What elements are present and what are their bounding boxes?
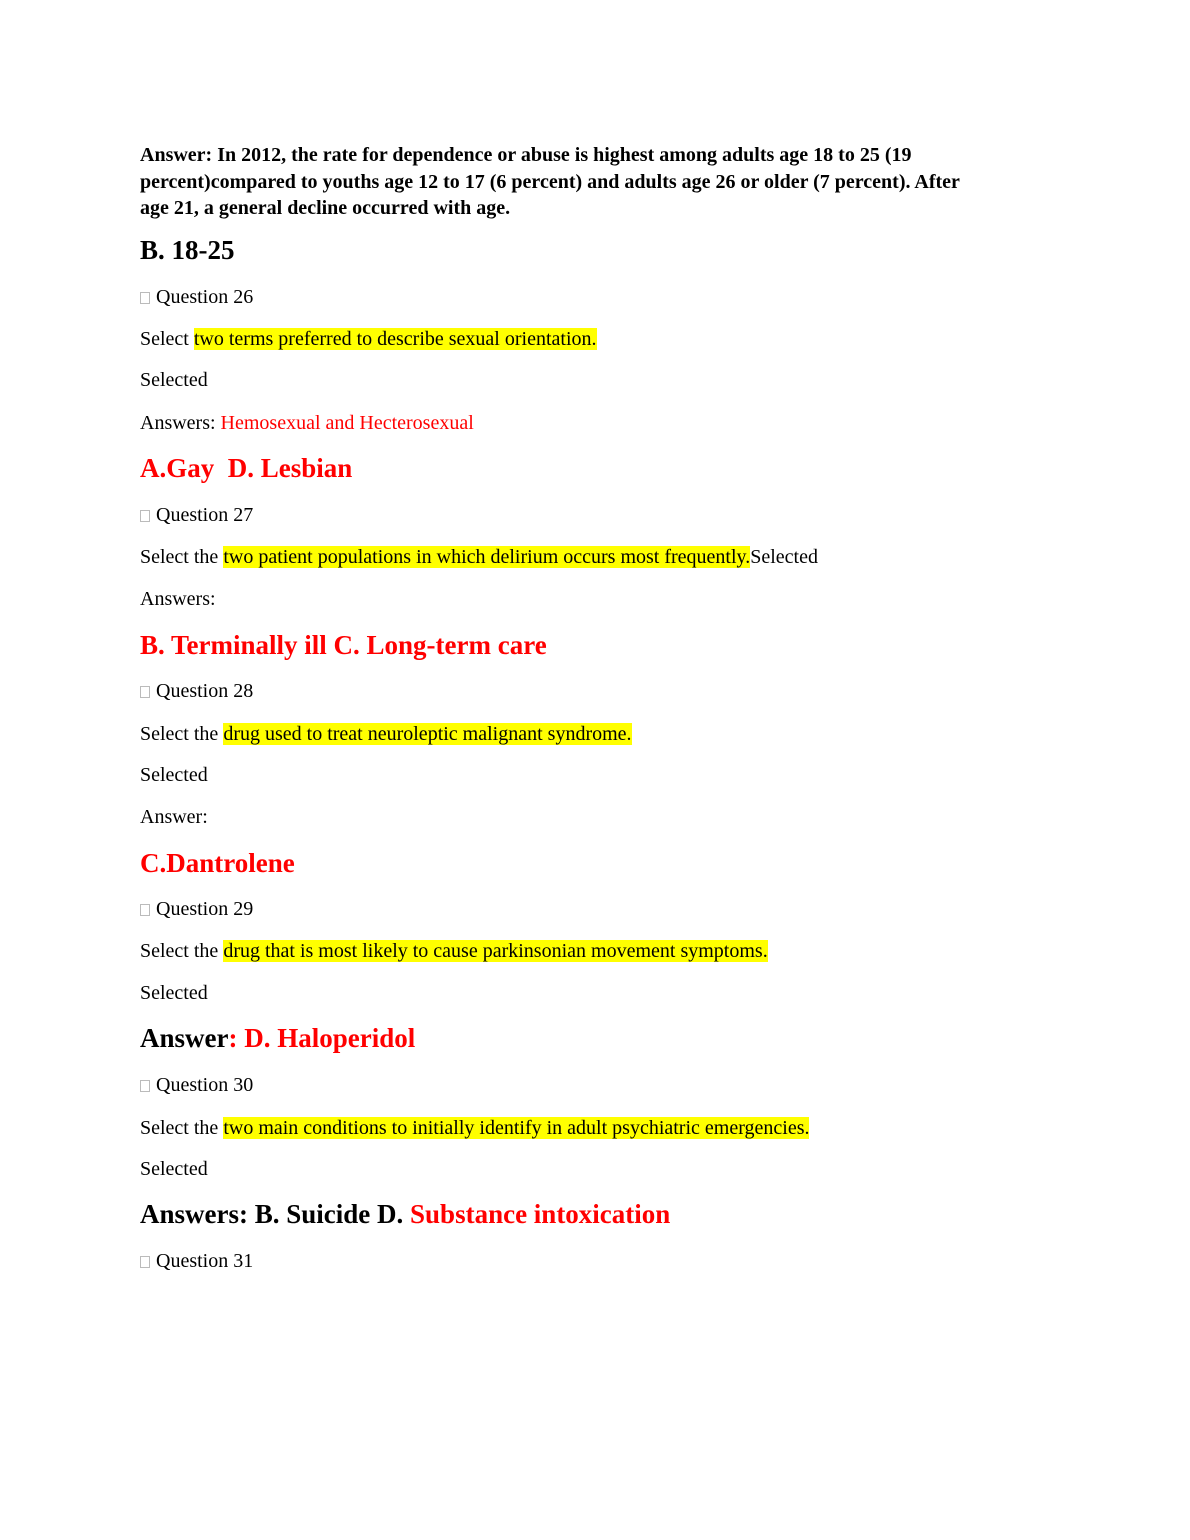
- checkbox-icon: [140, 904, 150, 916]
- question-26-prefix: Select: [140, 328, 194, 350]
- question-26-header: [140, 286, 253, 309]
- question-28-highlight: drug used to treat neuroleptic malignant syndrome.: [223, 723, 632, 745]
- question-29-selected: Selected: [140, 982, 208, 1004]
- question-29-label: Question 29: [156, 898, 254, 920]
- question-28-prefix: Select the: [140, 723, 224, 745]
- question-30-selected: Selected: [140, 1158, 208, 1180]
- question-29-header: [140, 898, 253, 921]
- answer-paragraph-line-3: age 21, a general decline occurred with age.: [140, 197, 511, 219]
- question-28-answer-label: Answer:: [140, 806, 208, 828]
- answer-paragraph-line-2: percent)compared to youths age 12 to 17 (6 percent) and adults age 26 or older (7 percent). After: [140, 170, 960, 193]
- checkbox-icon: [140, 292, 150, 304]
- question-26-correct-text: A.Gay D. Lesbian: [140, 453, 353, 483]
- question-27-prefix: Select the: [140, 546, 224, 568]
- question-30-answer-red: Substance intoxication: [410, 1199, 671, 1229]
- question-31-label: Question 31: [156, 1250, 254, 1272]
- question-26-answers-label: Answers:: [140, 412, 221, 434]
- answer-b-18-25: B. 18-25: [140, 235, 235, 265]
- question-29-prefix: Select the: [140, 940, 224, 962]
- checkbox-icon: [140, 686, 150, 698]
- question-29-correct: : D. Haloperidol: [228, 1023, 416, 1053]
- answer-paragraph-line-1: Answer: In 2012, the rate for dependence or abuse is highest among adults age 18 to 25 (19: [140, 144, 912, 166]
- question-30-highlight: two main conditions to initially identify in adult psychiatric emergencies.: [223, 1117, 810, 1139]
- question-28-prompt: [140, 723, 632, 746]
- question-27-selected: Selected: [750, 546, 818, 568]
- checkbox-icon: [140, 1080, 150, 1092]
- question-26-selected: Selected: [140, 369, 208, 391]
- question-28-header: [140, 680, 253, 703]
- question-27-highlight: two patient populations in which delirium occurs most frequently.: [223, 546, 751, 568]
- question-30-label: Question 30: [156, 1074, 254, 1096]
- question-27-prompt: [140, 546, 818, 569]
- question-26-correct: [140, 453, 352, 484]
- question-27-answers-label: Answers:: [140, 588, 216, 610]
- question-26-answers: [140, 412, 474, 435]
- question-30-answer: [140, 1199, 670, 1230]
- question-30-header: [140, 1074, 253, 1097]
- question-29-highlight: drug that is most likely to cause parkinsonian movement symptoms.: [223, 940, 768, 962]
- question-26-answers-value: Hemosexual and Hecterosexual: [220, 412, 474, 434]
- question-28-correct: C.Dantrolene: [140, 848, 295, 878]
- question-27-header: [140, 504, 253, 527]
- answer-paragraph: [140, 142, 1040, 222]
- question-27-correct: B. Terminally ill C. Long-term care: [140, 630, 547, 660]
- question-27-label: Question 27: [156, 504, 254, 526]
- checkbox-icon: [140, 1256, 150, 1268]
- question-29-prompt: [140, 940, 768, 963]
- question-26-label: Question 26: [156, 286, 254, 308]
- question-30-prompt: [140, 1117, 809, 1140]
- question-30-answer-black: Answers: B. Suicide D.: [140, 1199, 411, 1229]
- question-29-answer-label: Answer: [140, 1023, 229, 1053]
- question-31-header: [140, 1250, 253, 1273]
- question-26-highlight: two terms preferred to describe sexual orientation.: [193, 328, 597, 350]
- checkbox-icon: [140, 510, 150, 522]
- question-26-prompt: [140, 328, 597, 351]
- question-28-label: Question 28: [156, 680, 254, 702]
- question-28-selected: Selected: [140, 764, 208, 786]
- question-30-prefix: Select the: [140, 1117, 224, 1139]
- question-29-answer: [140, 1023, 415, 1054]
